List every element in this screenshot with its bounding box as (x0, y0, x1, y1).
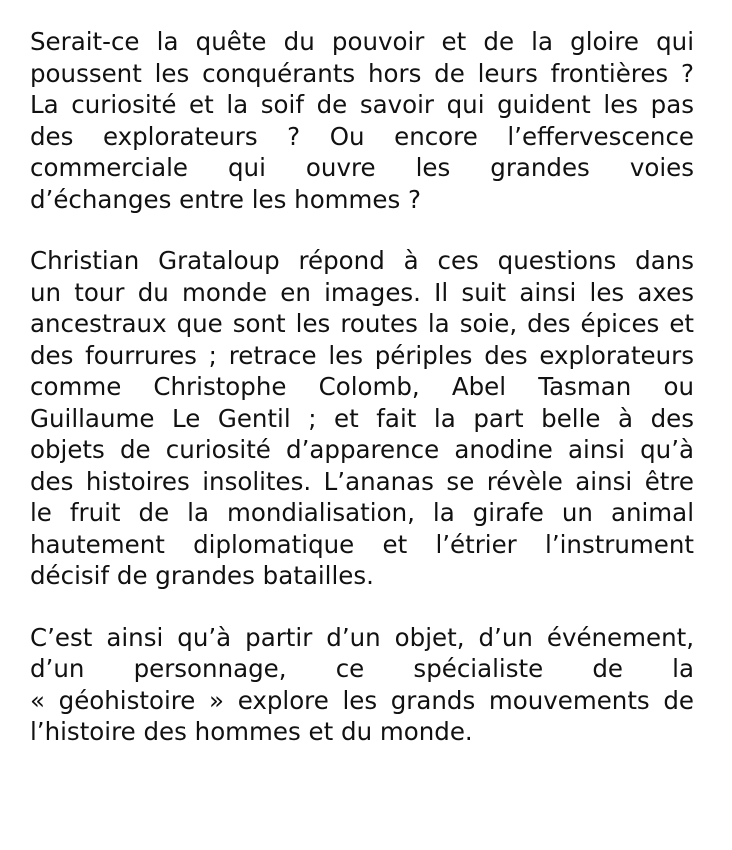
text-line: Christian Grataloup répond à ces questions dans (30, 246, 694, 275)
text-line: commerciale qui ouvre les grandes voies (30, 153, 694, 182)
paragraph-2 (30, 245, 694, 592)
document-body (30, 26, 694, 778)
text-line: d’échanges entre les hommes ? (30, 184, 422, 214)
text-line: poussent les conquérants hors de leurs frontières ? (30, 58, 694, 88)
text-line: l’histoire des hommes et du monde. (30, 717, 473, 746)
text-line: le fruit de la mondialisation, la girafe un animal (30, 498, 694, 527)
paragraph-3 (30, 622, 694, 748)
text-line: « géohistoire » explore les grands mouvements de (30, 685, 694, 715)
text-line: Serait-ce la quête du pouvoir et de la gloire qui (30, 27, 694, 56)
text-line: décisif de grandes batailles. (30, 561, 374, 590)
text-line: Guillaume Le Gentil ; et fait la part belle à des (30, 403, 694, 433)
text-line: ancestraux que sont les routes la soie, des épices et (30, 309, 694, 338)
paragraph-1 (30, 26, 694, 215)
text-line: objets de curiosité d’apparence anodine ainsi qu’à (30, 435, 694, 464)
text-line: des histoires insolites. L’ananas se révèle ainsi être (30, 466, 694, 496)
text-line: des fourrures ; retrace les périples des explorateurs (30, 340, 694, 370)
text-line: La curiosité et la soif de savoir qui guident les pas (30, 90, 694, 119)
text-line: hautement diplomatique et l’étrier l’instrument (30, 529, 694, 559)
text-line: comme Christophe Colomb, Abel Tasman ou (30, 372, 694, 401)
text-line: un tour du monde en images. Il suit ainsi les axes (30, 277, 694, 307)
text-line: des explorateurs ? Ou encore l’effervescence (30, 121, 694, 151)
text-line: d’un personnage, ce spécialiste de la (30, 654, 694, 683)
text-line: C’est ainsi qu’à partir d’un objet, d’un événement, (30, 622, 694, 652)
